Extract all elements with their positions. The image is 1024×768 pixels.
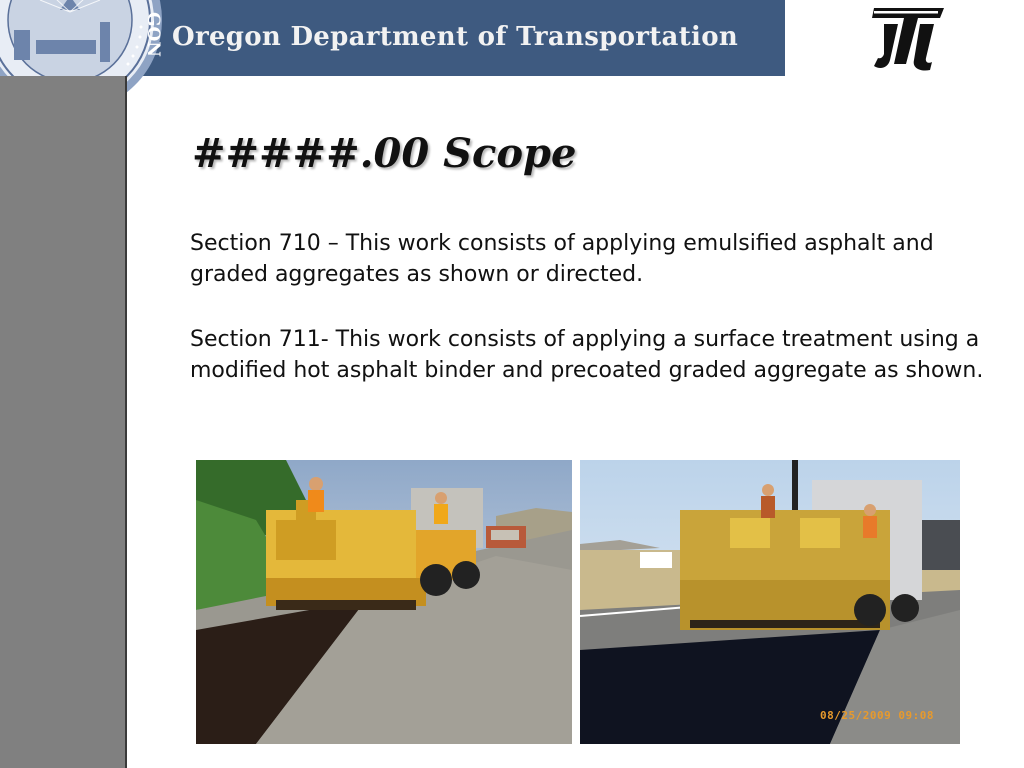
- seal-text: GON: [143, 12, 163, 57]
- odot-logo-icon: [868, 4, 948, 72]
- org-name: Oregon Department of Transportation: [172, 22, 739, 52]
- side-bar: [0, 76, 127, 768]
- chip-spreader-paving-photo: [196, 460, 572, 744]
- asphalt-distributor-photo: [580, 460, 960, 744]
- state-seal-icon: [0, 0, 163, 76]
- photo-timestamp: 08/25/2009 09:08: [820, 709, 934, 722]
- section-711-text: Section 711- This work consists of applying a surface treatment using a modified hot asphalt binder and precoated graded aggregate as shown.: [190, 327, 984, 383]
- slide-title: #####.00 Scope: [192, 130, 577, 177]
- section-710-text: Section 710 – This work consists of applying emulsified asphalt and graded aggregates as shown or directed.: [190, 231, 934, 287]
- header-band: [0, 0, 785, 76]
